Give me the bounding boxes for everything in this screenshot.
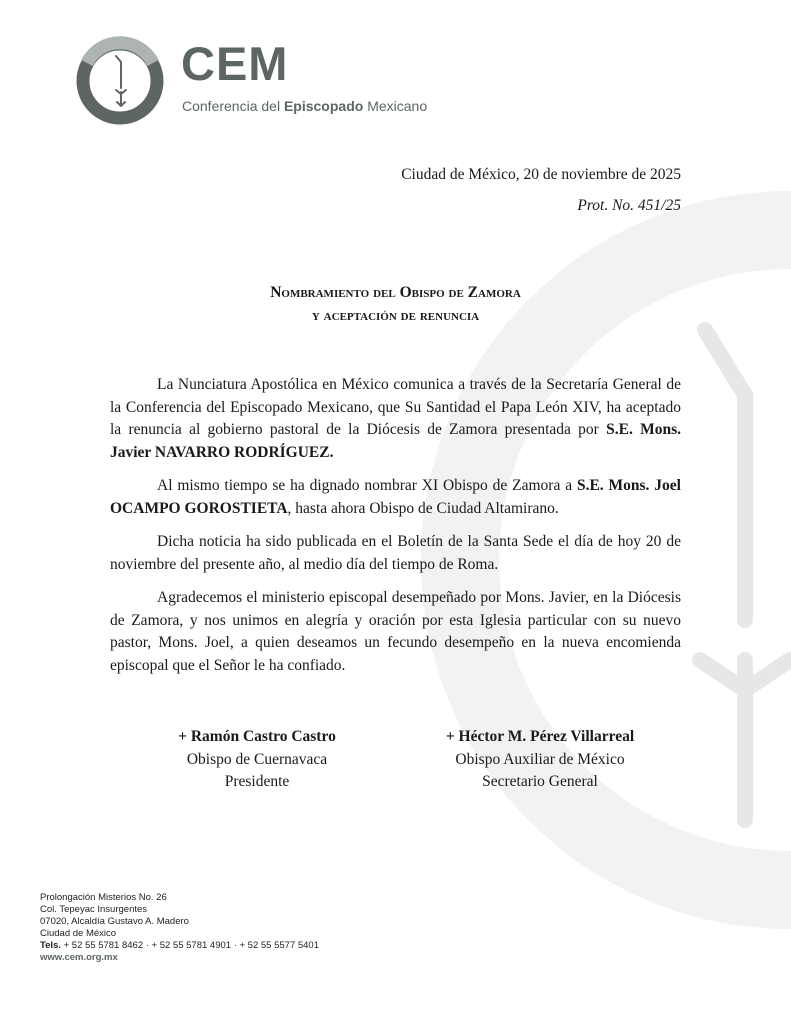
signature-secretary — [400, 726, 680, 794]
signature-president — [117, 726, 397, 794]
signatory-position: Secretario General — [482, 773, 598, 790]
footer-address: Prolongación Misterios No. 26 Col. Tepeyac Insurgentes 07020, Alcaldía Gustavo A. Madero Ciudad de México Tels. + 52 55 5781 8462 · + 52 55 5781 4901 · + 52 55 5577 5401 www.cem.org.mx — [40, 892, 319, 963]
paragraph-4: Agradecemos el ministerio episcopal desempeñado por Mons. Javier, en la Diócesis de Zamora, y nos unimos en alegría y oración por esta Iglesia particular con su nuevo pastor, Mons. Joel, a quien deseamos un fecundo desempeño en la nueva encomienda episcopal que el Señor le ha confiado. — [110, 589, 681, 674]
website-link[interactable]: www.cem.org.mx — [40, 952, 118, 963]
logo-acronym: CEM — [181, 37, 289, 90]
letter-body — [110, 374, 681, 688]
cem-emblem-icon — [70, 36, 170, 126]
document-title-line-2: y aceptación de renuncia — [311, 307, 480, 324]
signatory-name: + Ramón Castro Castro — [178, 728, 336, 745]
logo-subtitle: Conferencia del Episcopado Mexicano — [182, 98, 428, 114]
paragraph-1: La Nunciatura Apostólica en México comunica a través de la Secretaría General de la Conferencia del Episcopado Mexicano, que Su Santidad el Papa León XIV, ha aceptado la renuncia al gobierno pastoral de la Diócesis de Zamora presentada por S.E. Mons. Javier NAVARRO RODRÍGUEZ. — [110, 376, 681, 461]
signatory-role: Obispo Auxiliar de México — [455, 750, 625, 768]
protocol-number: Prot. No. 451/25 — [577, 197, 681, 214]
document-title-line-1: Nombramiento del Obispo de Zamora — [270, 284, 521, 301]
footer-phones: Tels. + 52 55 5781 8462 · + 52 55 5781 4901 · + 52 55 5577 5401 — [40, 940, 319, 951]
cem-logo — [70, 36, 430, 126]
signatory-position: Presidente — [224, 773, 290, 790]
place-date: Ciudad de México, 20 de noviembre de 2025 — [401, 166, 681, 183]
signatory-name: + Héctor M. Pérez Villarreal — [445, 728, 635, 745]
signatory-role: Obispo de Cuernavaca — [186, 750, 328, 768]
paragraph-3: Dicha noticia ha sido publicada en el Boletín de la Santa Sede el día de hoy 20 de noviembre del presente año, al medio día del tiempo de Roma. — [110, 533, 681, 573]
paragraph-2: Al mismo tiempo se ha dignado nombrar XI Obispo de Zamora a S.E. Mons. Joel OCAMPO GOROSTIETA, hasta ahora Obispo de Ciudad Altamirano. — [110, 477, 681, 517]
